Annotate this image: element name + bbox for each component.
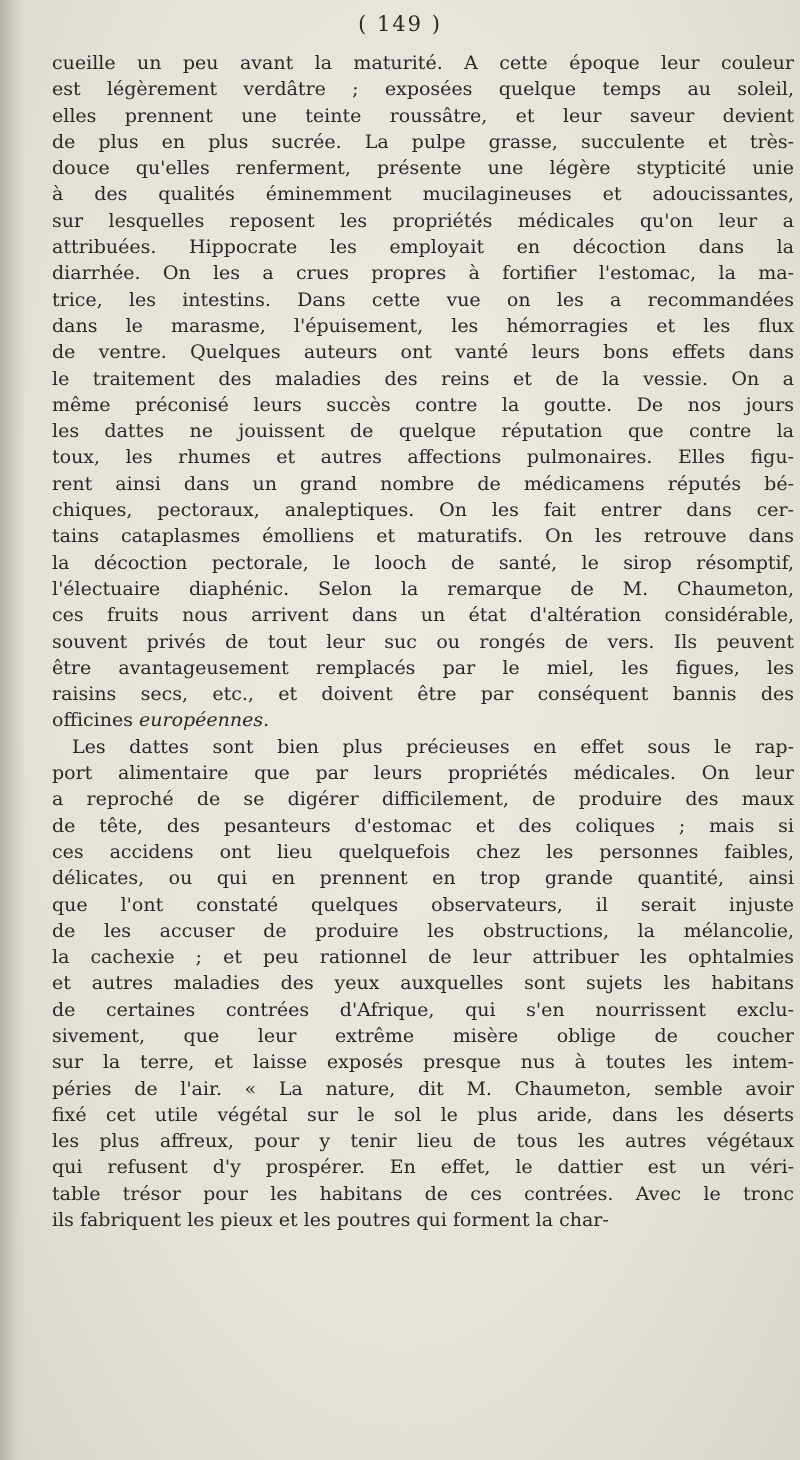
- text-line: Les dattes sont bien plus précieuses en effet sous le rap-: [72, 735, 794, 758]
- text-line: la décoction pectorale, le looch de santé, le sirop résomptif,: [52, 551, 794, 574]
- text-line: et autres maladies des yeux auxquelles sont sujets les habitans: [52, 972, 794, 995]
- text-line: même préconisé leurs succès contre la goutte. De nos jours: [52, 393, 794, 416]
- text-line: sivement, que leur extrême misère oblige de coucher: [52, 1024, 794, 1047]
- text-line: péries de l'air. « La nature, dit M. Chaumeton, semble avoir: [52, 1077, 794, 1100]
- text-line: ils fabriquent les pieux et les poutres qui forment la char-: [52, 1209, 609, 1232]
- text-line: table trésor pour les habitans de ces contrées. Avec le tronc: [52, 1182, 794, 1205]
- text-line: être avantageusement remplacés par le miel, les figues, les: [52, 656, 794, 679]
- page-gutter-shadow: [0, 0, 26, 1460]
- text-line: sur lesquelles reposent les propriétés médicales qu'on leur a: [52, 209, 794, 232]
- text-line: rent ainsi dans un grand nombre de médicamens réputés bé-: [52, 472, 794, 495]
- text-line: souvent privés de tout leur suc ou rongés de vers. Ils peuvent: [52, 630, 794, 653]
- text-line: délicates, ou qui en prennent en trop grande quantité, ainsi: [52, 867, 794, 890]
- text-line: de certaines contrées d'Afrique, qui s'en nourrissent exclu-: [52, 998, 794, 1021]
- text-line: diarrhée. On les a crues propres à fortifier l'estomac, la ma-: [52, 262, 794, 285]
- text-line: de ventre. Quelques auteurs ont vanté leurs bons effets dans: [52, 341, 794, 364]
- text-line: fixé cet utile végétal sur le sol le plus aride, dans les déserts: [52, 1103, 794, 1126]
- body-text: [52, 50, 794, 1233]
- text-line: douce qu'elles renferment, présente une légère stypticité unie: [52, 157, 794, 180]
- text-line: sur la terre, et laisse exposés presque nus à toutes les intem-: [52, 1051, 794, 1074]
- text-line: que l'ont constaté quelques observateurs, il serait injuste: [52, 893, 794, 916]
- page-number: ( 149 ): [358, 12, 442, 36]
- text-line: qui refusent d'y prospérer. En effet, le dattier est un véri-: [52, 1156, 794, 1179]
- text-line: de les accuser de produire les obstructions, la mélancolie,: [52, 919, 794, 942]
- text-line: de plus en plus sucrée. La pulpe grasse, succulente et très-: [52, 130, 794, 153]
- text-line: à des qualités éminemment mucilagineuses et adoucissantes,: [52, 183, 794, 206]
- text-line: chiques, pectoraux, analeptiques. On les fait entrer dans cer-: [52, 499, 794, 522]
- text-line: les dattes ne jouissent de quelque réputation que contre la: [52, 420, 794, 443]
- text-line: ces fruits nous arrivent dans un état d'altération considérable,: [52, 604, 794, 627]
- paragraph-1: [52, 50, 794, 707]
- text-line: ces accidens ont lieu quelquefois chez les personnes faibles,: [52, 840, 794, 863]
- text-line: de tête, des pesanteurs d'estomac et des coliques ; mais si: [52, 814, 794, 837]
- text-line: est légèrement verdâtre ; exposées quelque temps au soleil,: [52, 78, 794, 101]
- text-line: le traitement des maladies des reins et de la vessie. On a: [52, 367, 794, 390]
- text-line: dans le marasme, l'épuisement, les hémorragies et les flux: [52, 314, 794, 337]
- text-line: raisins secs, etc., et doivent être par conséquent bannis des: [52, 683, 794, 706]
- italic-text: européennes.: [139, 709, 270, 732]
- text-line: toux, les rhumes et autres affections pulmonaires. Elles figu-: [52, 446, 794, 469]
- paragraph-2: [52, 734, 794, 1234]
- text-line: tains cataplasmes émolliens et maturatifs. On les retrouve dans: [52, 525, 794, 548]
- text-line: a reproché de se digérer difficilement, de produire des maux: [52, 788, 794, 811]
- text-line: la cachexie ; et peu rationnel de leur attribuer les ophtalmies: [52, 946, 794, 969]
- text-line: elles prennent une teinte roussâtre, et leur saveur devient: [52, 104, 794, 127]
- text-line: les plus affreux, pour y tenir lieu de tous les autres végétaux: [52, 1130, 794, 1153]
- text-line: cueille un peu avant la maturité. A cette époque leur couleur: [52, 52, 794, 74]
- text-line: l'électuaire diaphénic. Selon la remarque de M. Chaumeton,: [52, 577, 794, 600]
- text-line: [52, 707, 794, 733]
- text-span: officines: [52, 709, 140, 732]
- text-line: port alimentaire que par leurs propriétés médicales. On leur: [52, 762, 794, 785]
- text-line: attribuées. Hippocrate les employait en décoction dans la: [52, 236, 794, 259]
- text-line: trice, les intestins. Dans cette vue on les a recommandées: [52, 288, 794, 311]
